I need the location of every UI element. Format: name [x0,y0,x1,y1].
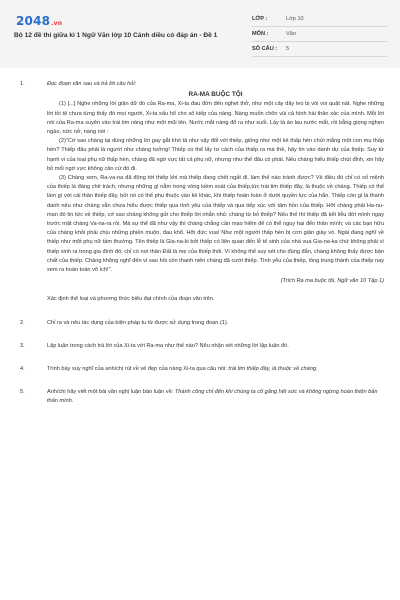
question-number: 3. [20,342,25,349]
meta-value: Lớp 10 [286,16,304,22]
logo-domain: .vn [51,20,63,27]
exam-meta [252,12,387,57]
question-4 [20,365,384,374]
question-number: 5. [20,389,25,396]
passage-citation: (Trích Ra ma buộc tội, Ngữ văn 10 Tập 1) [280,278,384,285]
meta-label: MÔN : [252,31,269,37]
document-title: Bộ 12 đề thi giữa kì 1 Ngữ Văn lớp 10 Cánh diều có đáp án - Đề 1 [14,32,218,39]
question-5 [20,388,384,406]
quoted-phrase: trái tim thiếp đây, là thuộc về chàng. [228,366,318,373]
meta-label: LỚP : [252,16,268,22]
quoted-phrase: Thành công chỉ đến khi chúng ta cố gắng hết sức và không ngừng hoàn thiện bản thân mình. [47,389,378,405]
meta-value: Văn [286,31,296,37]
exam-content [20,80,384,407]
passage-title: RA-MA BUỘC TỘI [188,91,243,99]
site-logo[interactable] [16,14,62,28]
question-task: Xác định thể loại và phương thức biểu đạt chính của đoạn văn trên. [47,296,215,303]
passage-paragraph: (2)"Cớ sao chàng lại dùng những lời gay gắt khó tả như vậy đối với thiếp, giống như một kẻ thấp hèn chửi mắng một con mụ thấp hèn? Thiếp đâu phải là người như chàng tưởng! Thiếp có thể lấy tư cách của thiếp ra mà thề, hãy tin vào danh dự của thiếp. Suy từ hạnh vi của loại phụ nữ thấp hèn, chàng đã ngờ vực tất cả phụ nữ, nhưng như thế đâu có phải. Nếu chàng hiểu thiếp chút đỉnh, xin hãy bỏ mối ngờ vực không căn cứ đó đi. [47,138,384,172]
page-header [0,0,400,68]
question-text: Chỉ ra và nêu tác dụng của biện pháp tu từ được sử dụng trong đoạn (1). [47,319,229,326]
question-3 [20,342,384,351]
meta-row-question-count [252,42,387,57]
question-1 [20,80,384,305]
question-text: Trình bày suy nghĩ của anh/chị rút về vẻ đẹp của nàng Xi-ta qua câu nói: trái tim thiếp đây, là thuộc về chàng. [47,366,318,373]
meta-value: 5 [286,46,290,52]
question-text: Lập luận trong cách trả lời của Xi-ta với Ra-ma như thế nào? Nêu nhận xét những lời lập luận đó. [47,342,289,349]
meta-row-subject [252,27,387,42]
meta-row-class [252,12,387,27]
question-number: 4. [20,366,25,373]
logo-text: 2048 [16,14,51,28]
passage-paragraph: (1) [...] Nghe những lời giận dữ đó của Ra-ma, Xi-ta đau đớn đến nghẹt thở, như một cây dây leo bị vòi voi quật nát. Nghe những lời tồi tệ chưa từng thấy đó mọi người, Xi-ta xấu hổ cho số kiếp của nàng. Nàng muốn chôn vùi cả hình hài thân xác của mình. Mỗi lời nói của Ra-ma xuyên vào trái tim nàng như một mũi tên. Nước mắt nàng đổ ra như suối. Lấy tà áo lau nước mắt, rồi bằng giọng nghẹn ngào, nức nở, nàng nói : [47,101,384,136]
question-number: 1. [20,81,25,87]
question-text: Anh/chị hãy viết một bài văn nghị luận bàn luận về: Thành công chỉ đến khi chúng ta cố gắng hết sức và không ngừng hoàn thiện bản thân mình. [47,389,378,405]
question-2 [20,319,384,328]
question-instruction: Đọc đoạn văn sau và trả lời câu hỏi: [47,81,137,87]
meta-label: SỐ CÂU : [252,46,278,52]
passage-paragraph: (3) Chàng xem, Ra-va-na đã động tới thiếp khi mà thiếp đang chết ngất đi, làm thế nào tránh được? Về điều đó chỉ có số mệnh của thiếp là đáng chê trách, nhưng những gì nằm trong vòng kiềm soát của thiếp,tức trái tim thiếp đây, là thuộc về chàng. Thiếp có thể làm gì với cái thân thiếp đây, bởi nó có thể phụ thuộc vào kẻ khác, khi thiếp hoàn toàn ở dưới quyền lực của hắn. Thiếp còn gì là thanh danh nếu như chàng vẫn chưa hiểu được thiếp qua tình yêu của thiếp và qua tiếp xúc với tâm hồn của thiếp. Hỡi chàng phải Ha-nu-man đó tin tức về thiếp, cớ sao chàng không gửi cho thiếp lời nhắn nhủ: chàng từ bỏ thiếp? Nếu thế thì thiếp đã kết liễu đời mình ngay trước mặt chàng Va-na-ra rồi. Mà sự thể đã như vậy thì chàng chẳng cần mạo hiểm để có thể nguy hại đến thân mình; và các bạn hữu của chàng khỏi phải chịu những phiền muộn, đau khổ. Hỡi đức vua! Như một người thấp hèn bị cơn giận giày vò. Ngài đang nghĩ về thiếp như một phụ nữ tầm thường. Tên thiếp là Gia-na-ki bởi thiếp có liên quan đến lễ tế sinh của nhà vua Gia-na-ka chứ không phải vì thiếp sinh ra trong gia đình đó; chỉ có nơi thân Đất là mẹ của thiếp thôi. Vì không thể suy xét cho đúng đắn, chàng không thấy được bản chất của thiếp. Chàng không nghĩ đến vì sao hồi còn thanh niên chàng đã cưới thiếp. Tình yêu của thiếp, lòng trung thành của thiếp nay xem ra hoàn toàn vô ích!". [47,175,384,274]
question-number: 2. [20,319,25,326]
